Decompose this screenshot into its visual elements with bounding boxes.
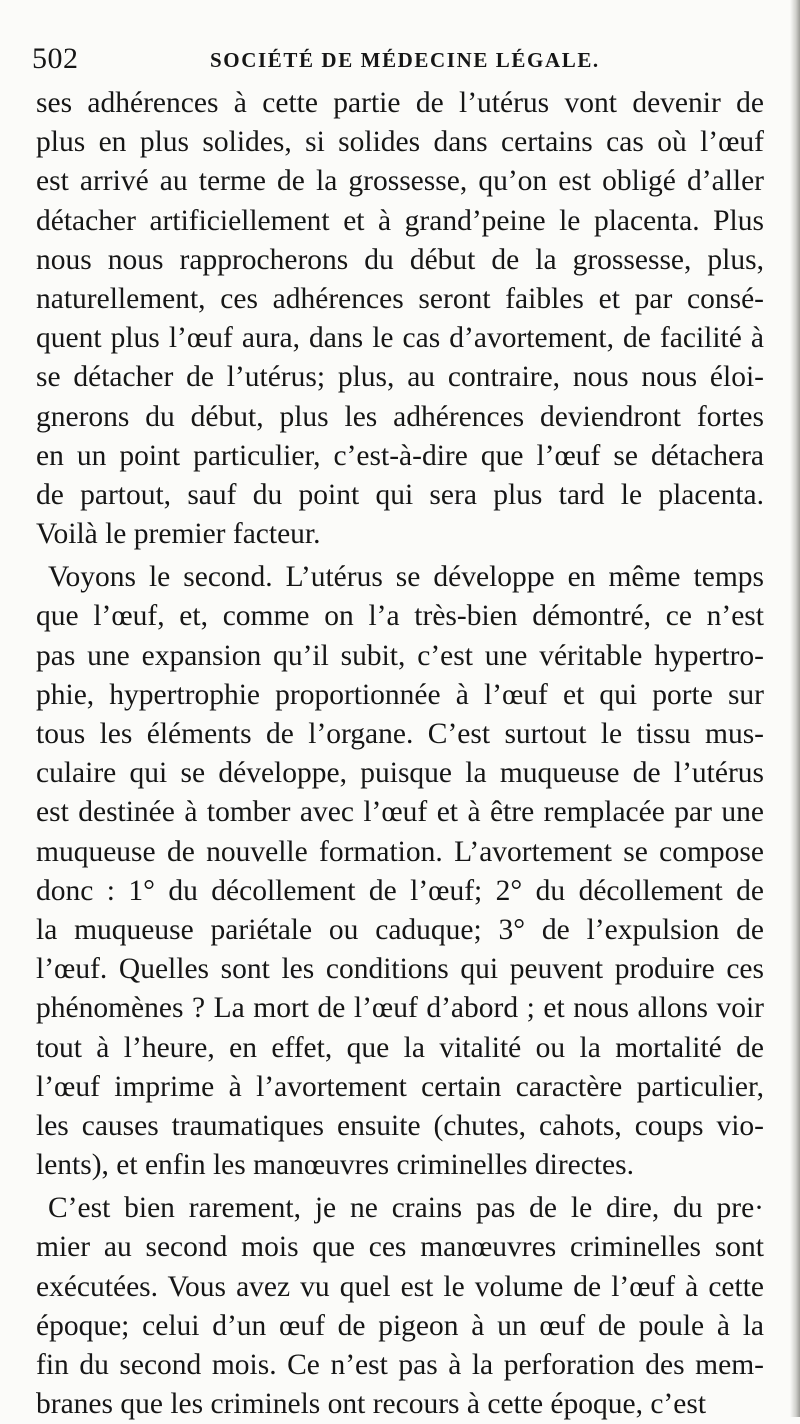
text-line: en un point particulier, c’est-à-dire que l’œuf se détachera — [36, 439, 764, 472]
text-line: mier au second mois que ces manœuvres criminelles sont — [36, 1231, 764, 1264]
text-line: se détacher de l’utérus; plus, au contraire, nous nous éloi- — [36, 361, 764, 394]
text-line: Voilà le premier facteur. — [36, 518, 321, 551]
text-line: tous les éléments de l’organe. C’est surtout le tissu mus- — [36, 718, 764, 750]
text-line: quent plus l’œuf aura, dans le cas d’avortement, de facilité à — [36, 322, 764, 355]
text-line: lents), et enfin les manœuvres criminelles directes. — [36, 1149, 634, 1182]
text-line: de partout, sauf du point qui sera plus tard le placenta. — [36, 478, 764, 511]
text-line: gnerons du début, plus les adhérences deviendront fortes — [36, 400, 764, 433]
paragraph — [36, 84, 764, 554]
text-line: que l’œuf, et, comme on l’a très-bien démontré, ce n’est — [36, 600, 764, 633]
text-line: exécutées. Vous avez vu quel est le volume de l’œuf à cette — [36, 1270, 764, 1303]
text-line: naturellement, ces adhérences seront faibles et par consé- — [36, 282, 764, 315]
text-line: fin du second mois. Ce n’est pas à la perforation des mem- — [36, 1349, 764, 1381]
running-head — [32, 40, 780, 80]
text-line: Voyons le second. L’utérus se développe en même temps — [48, 561, 764, 594]
text-line: les causes traumatiques ensuite (chutes, cahots, coups vio- — [36, 1109, 764, 1142]
text-line: époque; celui d’un œuf de pigeon à un œuf de poule à la — [36, 1309, 764, 1342]
text-line: tout à l’heure, en effet, que la vitalité ou la mortalité de — [36, 1031, 764, 1064]
text-line: plus en plus solides, si solides dans certains cas où l’œuf — [36, 126, 764, 159]
text-line: branes que les criminels ont recours à cette époque, c’est — [36, 1388, 707, 1421]
paragraph — [36, 558, 764, 1185]
text-line: muqueuse de nouvelle formation. L’avortement se compose — [36, 835, 764, 868]
text-line: phie, hypertrophie proportionnée à l’œuf et qui porte sur — [36, 678, 764, 711]
text-line: est destinée à tomber avec l’œuf et à être remplacée par une — [36, 796, 764, 829]
paragraph — [36, 1189, 764, 1424]
text-line: est arrivé au terme de la grossesse, qu’on est obligé d’aller — [36, 165, 764, 198]
text-line: l’œuf imprime à l’avortement certain caractère particulier, — [36, 1070, 764, 1103]
text-line: C’est bien rarement, je ne crains pas de le dire, du pre· — [48, 1192, 764, 1225]
text-line: pas une expansion qu’il subit, c’est une véritable hypertro- — [36, 639, 764, 672]
text-line: l’œuf. Quelles sont les conditions qui peuvent produire ces — [36, 953, 764, 986]
text-line: phénomènes ? La mort de l’œuf d’abord ; et nous allons voir — [36, 992, 764, 1025]
text-line: culaire qui se développe, puisque la muqueuse de l’utérus — [36, 757, 764, 790]
text-line: donc : 1° du décollement de l’œuf; 2° du décollement de — [36, 874, 764, 907]
text-line: la muqueuse pariétale ou caduque; 3° de l’expulsion de — [36, 913, 764, 946]
running-title: SOCIÉTÉ DE MÉDECINE LÉGALE. — [210, 48, 600, 72]
text-line: détacher artificiellement et à grand’peine le placenta. Plus — [36, 204, 764, 237]
body-text — [36, 84, 764, 1424]
text-line: nous nous rapprocherons du début de la grossesse, plus, — [36, 243, 764, 276]
page-edge-shadow — [790, 0, 800, 1417]
page-number: 502 — [32, 42, 79, 75]
text-line: ses adhérences à cette partie de l’utérus vont devenir de — [36, 87, 764, 119]
